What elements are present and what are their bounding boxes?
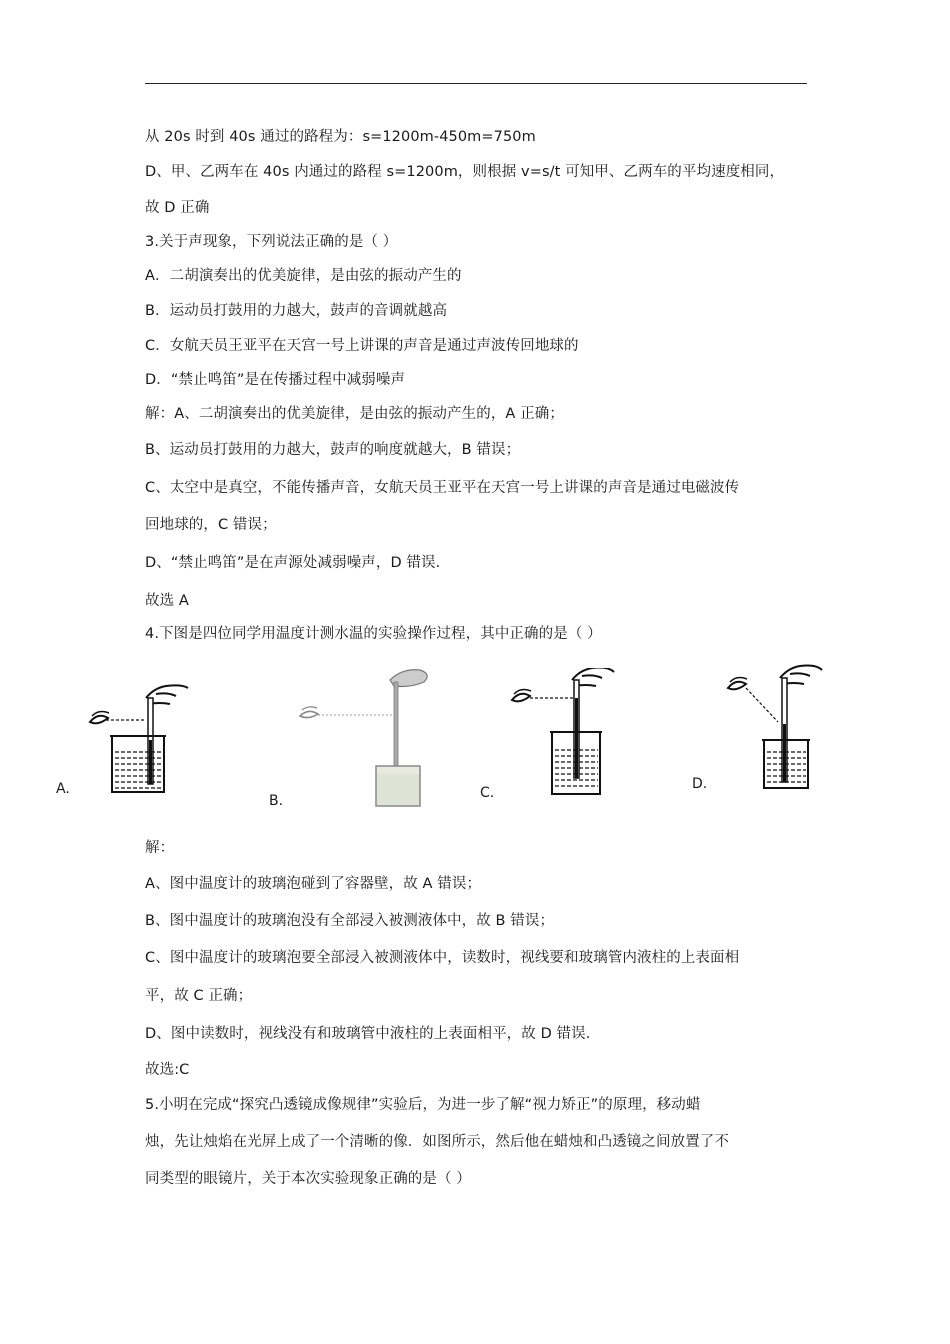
figure-a-thermometer bbox=[84, 680, 194, 800]
solution-line: 平，故 C 正确； bbox=[145, 988, 253, 1004]
figure-c-thermometer bbox=[508, 668, 628, 802]
header-rule bbox=[145, 83, 807, 84]
figure-d-label: D. bbox=[692, 776, 708, 792]
solution-line: B、图中温度计的玻璃泡没有全部浸入被测液体中，故 B 错误； bbox=[145, 913, 555, 929]
solution-line: 回地球的，C 错误； bbox=[145, 517, 277, 533]
option-d: D．“禁止鸣笛”是在传播过程中减弱噪声 bbox=[145, 372, 406, 388]
solution-heading: 解： bbox=[145, 840, 175, 856]
text-line: D、甲、乙两车在 40s 内通过的路程 s=1200m，则根据 v=s/t 可知甲、乙两车的平均速度相同， bbox=[145, 164, 785, 180]
question-5-text: 烛，先让烛焰在光屏上成了一个清晰的像．如图所示，然后他在蜡烛和凸透镜之间放置了不 bbox=[145, 1134, 729, 1150]
figure-a-label: A. bbox=[56, 781, 70, 797]
solution-line: 解：A、二胡演奏出的优美旋律，是由弦的振动产生的，A 正确； bbox=[145, 406, 564, 422]
solution-line: C、图中温度计的玻璃泡要全部浸入被测液体中，读数时，视线要和玻璃管内液柱的上表面相 bbox=[145, 950, 740, 966]
question-5-text: 同类型的眼镜片，关于本次实验现象正确的是（ ） bbox=[145, 1171, 471, 1187]
solution-line: D、图中读数时，视线没有和玻璃管中液柱的上表面相平，故 D 错误． bbox=[145, 1026, 601, 1042]
option-b: B．运动员打鼓用的力越大，鼓声的音调就越高 bbox=[145, 303, 448, 319]
solution-line: C、太空中是真空，不能传播声音，女航天员王亚平在天宫一号上讲课的声音是通过电磁波传 bbox=[145, 480, 740, 496]
question-3-title: 3.关于声现象，下列说法正确的是（ ） bbox=[145, 234, 398, 250]
answer-line: 故选:C bbox=[145, 1062, 190, 1078]
figure-d-thermometer bbox=[726, 664, 836, 794]
solution-line: B、运动员打鼓用的力越大，鼓声的响度就越大，B 错误； bbox=[145, 442, 521, 458]
option-c: C．女航天员王亚平在天宫一号上讲课的声音是通过声波传回地球的 bbox=[145, 338, 579, 354]
solution-line: D、“禁止鸣笛”是在声源处减弱噪声，D 错误． bbox=[145, 555, 451, 571]
figure-b-label: B. bbox=[269, 793, 284, 809]
question-4-title: 4.下图是四位同学用温度计测水温的实验操作过程，其中正确的是（ ） bbox=[145, 626, 602, 642]
answer-line: 故选 A bbox=[145, 593, 189, 609]
text-line: 故 D 正确 bbox=[145, 200, 210, 216]
solution-line: A、图中温度计的玻璃泡碰到了容器壁，故 A 错误； bbox=[145, 876, 482, 892]
text-line: 从 20s 时到 40s 通过的路程为：s=1200m-450m=750m bbox=[145, 129, 536, 145]
option-a: A．二胡演奏出的优美旋律，是由弦的振动产生的 bbox=[145, 268, 462, 284]
figure-b-thermometer bbox=[290, 664, 440, 812]
figure-c-label: C. bbox=[480, 785, 495, 801]
question-5-title: 5.小明在完成“探究凸透镜成像规律”实验后，为进一步了解“视力矫正”的原理，移动蜡 bbox=[145, 1097, 701, 1113]
